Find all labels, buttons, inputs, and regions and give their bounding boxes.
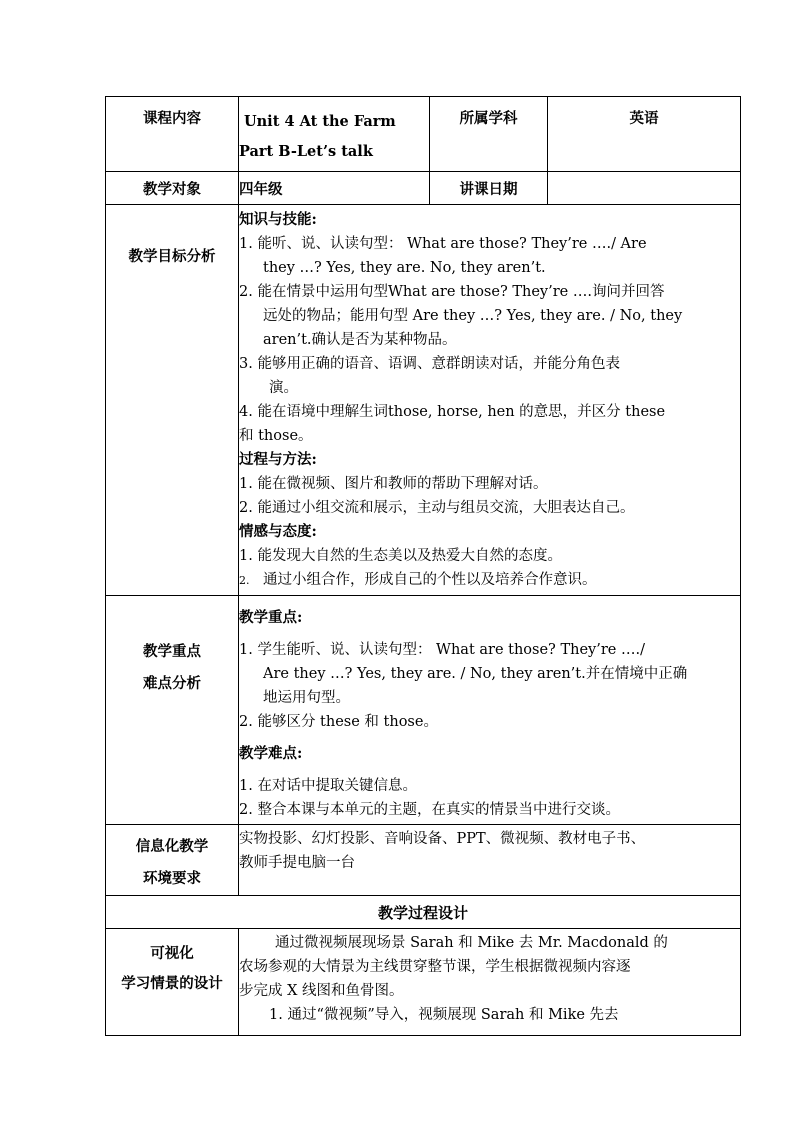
focus-item-1-line3: 地运用句型。 bbox=[263, 690, 350, 706]
visual-line1: 通过微视频展现场景 Sarah 和 Mike 去 Mr. Macdonald 的 bbox=[275, 935, 668, 951]
visual-line2: 农场参观的大情景为主线贯穿整节课，学生根据微视频内容逐 bbox=[239, 959, 631, 975]
course-title-line1: Unit 4 At the Farm bbox=[244, 113, 396, 130]
process-design-title: 教学过程设计 bbox=[106, 896, 741, 929]
knowledge-item-3-line2: 演。 bbox=[269, 380, 298, 396]
label-target: 教学对象 bbox=[106, 172, 239, 205]
visual-line4: 1. 通过“微视频”导入，视频展现 Sarah 和 Mike 先去 bbox=[269, 1007, 619, 1023]
difficulty-item-1: 1. 在对话中提取关键信息。 bbox=[239, 778, 417, 794]
visual-line3: 步完成 X 线图和鱼骨图。 bbox=[239, 983, 404, 999]
emotion-heading: 情感与态度: bbox=[239, 523, 317, 540]
knowledge-item-2-line2: 远处的物品；能用句型 Are they …? Yes, they are. / No, they bbox=[263, 308, 683, 324]
knowledge-item-3-line1: 3. 能够用正确的语音、语调、意群朗读对话，并能分角色表 bbox=[239, 356, 620, 372]
row-visual-design bbox=[106, 929, 741, 1036]
process-item-2: 2. 能通过小组交流和展示，主动与组员交流，大胆表达自己。 bbox=[239, 500, 635, 516]
emotion-item-1: 1. 能发现大自然的生态美以及热爱大自然的态度。 bbox=[239, 548, 562, 564]
environment-line2: 教师手提电脑一台 bbox=[239, 855, 355, 871]
focus-item-1-line1: 1. 学生能听、说、认读句型： What are those? They’re …./ bbox=[239, 642, 645, 658]
knowledge-item-2-line1: 2. 能在情景中运用句型What are those? They’re ….询问并回答 bbox=[239, 284, 665, 300]
row-keypoints bbox=[106, 596, 741, 825]
knowledge-item-4-line2: 和 those。 bbox=[239, 428, 313, 444]
emotion-item-2 bbox=[239, 568, 740, 593]
emotion-item-2-text: 通过小组合作，形成自己的个性以及培养合作意识。 bbox=[263, 572, 597, 588]
course-title-cell bbox=[239, 97, 430, 172]
difficulty-heading: 教学难点: bbox=[239, 745, 303, 762]
label-subject: 所属学科 bbox=[430, 97, 548, 172]
visual-design-content bbox=[239, 929, 741, 1036]
row-process-title bbox=[106, 896, 741, 929]
course-title-line2: Part B-Let’s talk bbox=[239, 143, 373, 160]
process-heading: 过程与方法: bbox=[239, 451, 317, 468]
process-item-1: 1. 能在微视频、图片和教师的帮助下理解对话。 bbox=[239, 476, 548, 492]
knowledge-heading: 知识与技能: bbox=[239, 211, 317, 228]
knowledge-item-4-line1: 4. 能在语境中理解生词those, horse, hen 的意思，并区分 these bbox=[239, 404, 666, 420]
label-visual-design bbox=[106, 929, 239, 1036]
keypoints-content bbox=[239, 596, 741, 825]
knowledge-item-2-line3: aren’t.确认是否为某种物品。 bbox=[263, 332, 457, 348]
environment-line1: 实物投影、幻灯投影、音响设备、PPT、微视频、教材电子书、 bbox=[239, 831, 646, 847]
label-keypoints-line1: 教学重点 bbox=[143, 643, 201, 660]
row-target bbox=[106, 172, 741, 205]
label-goals: 教学目标分析 bbox=[106, 205, 239, 596]
label-visual-design-line2: 学习情景的设计 bbox=[121, 975, 223, 992]
label-environment-line1: 信息化教学 bbox=[135, 838, 209, 855]
focus-heading: 教学重点: bbox=[239, 609, 303, 626]
lesson-plan-table bbox=[105, 96, 741, 1036]
label-visual-design-line1: 可视化 bbox=[150, 945, 194, 962]
focus-item-1-line2: Are they …? Yes, they are. / No, they aren’t.并在情境中正确 bbox=[263, 666, 688, 682]
target-value: 四年级 bbox=[239, 172, 430, 205]
row-course-content bbox=[106, 97, 741, 172]
difficulty-item-2: 2. 整合本课与本单元的主题，在真实的情景当中进行交谈。 bbox=[239, 802, 620, 818]
label-keypoints bbox=[106, 596, 239, 825]
goals-content bbox=[239, 205, 741, 596]
subject-value: 英语 bbox=[548, 97, 741, 172]
label-environment bbox=[106, 825, 239, 896]
focus-item-2: 2. 能够区分 these 和 those。 bbox=[239, 714, 438, 730]
label-keypoints-line2: 难点分析 bbox=[143, 675, 201, 692]
knowledge-item-1-line1: 1. 能听、说、认读句型： What are those? They’re …./ Are bbox=[239, 236, 647, 252]
row-environment bbox=[106, 825, 741, 896]
environment-content bbox=[239, 825, 741, 896]
label-date: 讲课日期 bbox=[430, 172, 548, 205]
date-value bbox=[548, 172, 741, 205]
label-course-content: 课程内容 bbox=[106, 97, 239, 172]
row-goals bbox=[106, 205, 741, 596]
emotion-item-2-number: 2. bbox=[239, 574, 250, 587]
knowledge-item-1-line2: they …? Yes, they are. No, they aren’t. bbox=[263, 260, 546, 276]
label-environment-line2: 环境要求 bbox=[143, 870, 201, 887]
